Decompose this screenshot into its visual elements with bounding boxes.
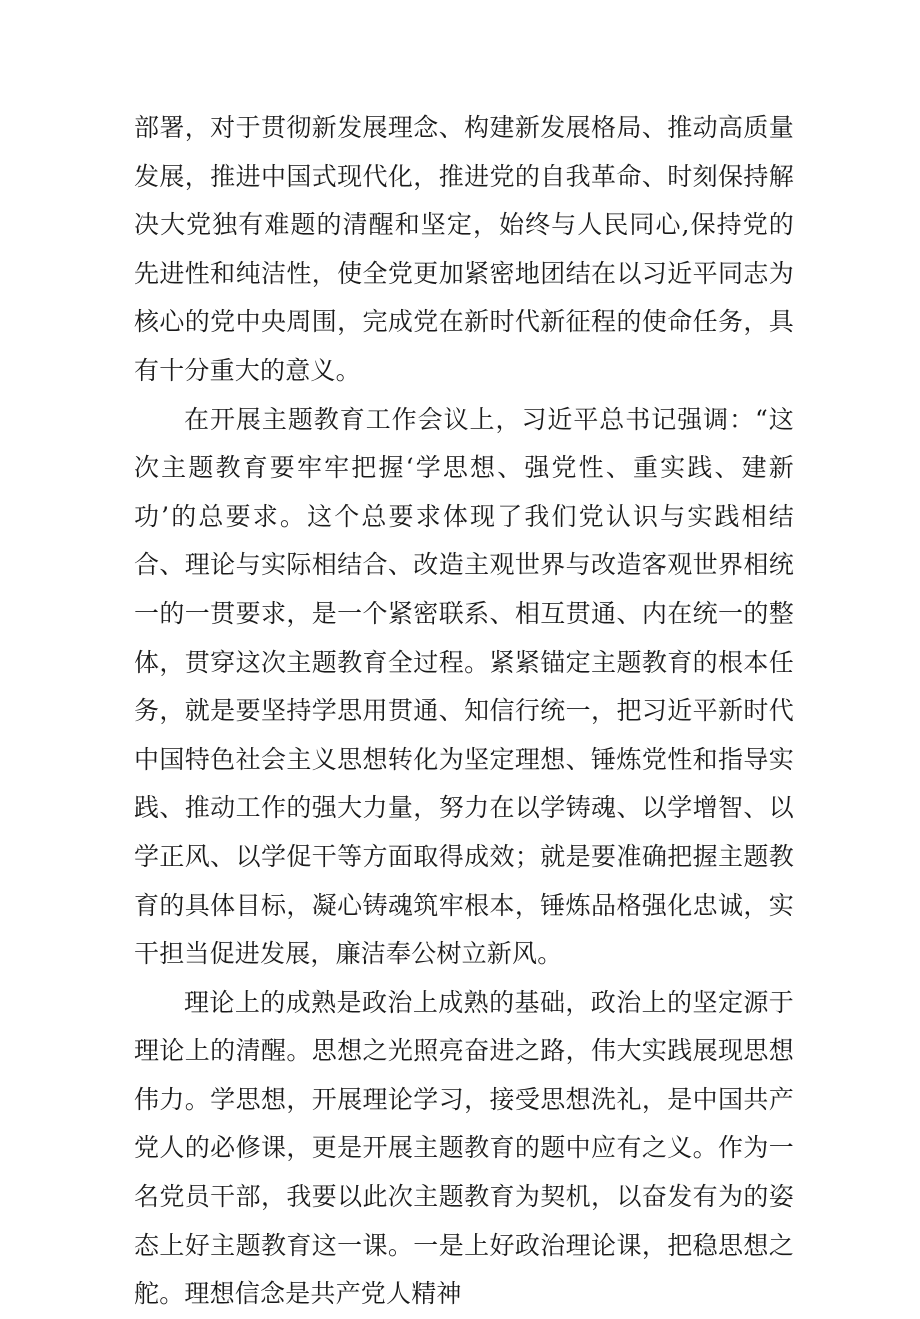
paragraph-1: 部署，对于贯彻新发展理念、构建新发展格局、推动高质量发展，推进中国式现代化，推进党的自我革命、时刻保持解决大党独有难题的清醒和坚定，始终与人民同心,保持党的先进性和纯洁性，使全党更加紧密地团结在以习近平同志为核心的党中央周围，完成党在新时代新征程的使命任务，具有十分重大的意义。 [134,113,794,385]
document-body [134,104,794,1319]
paragraph-3: 理论上的成熟是政治上成熟的基础，政治上的坚定源于理论上的清醒。思想之光照亮奋进之路，伟大实践展现思想伟力。学思想，开展理论学习，接受思想洗礼，是中国共产党人的必修课，更是开展主题教育的题中应有之义。作为一名党员干部，我要以此次主题教育为契机，以奋发有为的姿态上好主题教育这一课。一是上好政治理论课，把稳思想之舵。理想信念是共产党人精神 [134,987,794,1309]
paragraph-2: 在开展主题教育工作会议上，习近平总书记强调：“这次主题教育要牢牢把握‘学思想、强党性、重实践、建新功’的总要求。这个总要求体现了我们党认识与实践相结合、理论与实际相结合、改造主观世界与改造客观世界相统一的一贯要求，是一个紧密联系、相互贯通、内在统一的整体，贯穿这次主题教育全过程。紧紧锚定主题教育的根本任务，就是要坚持学思用贯通、知信行统一，把习近平新时代中国特色社会主义思想转化为坚定理想、锤炼党性和指导实践、推动工作的强大力量，努力在以学铸魂、以学增智、以学正风、以学促干等方面取得成效；就是要准确把握主题教育的具体目标，凝心铸魂筑牢根本，锤炼品格强化忠诚，实干担当促进发展，廉洁奉公树立新风。 [134,404,794,969]
